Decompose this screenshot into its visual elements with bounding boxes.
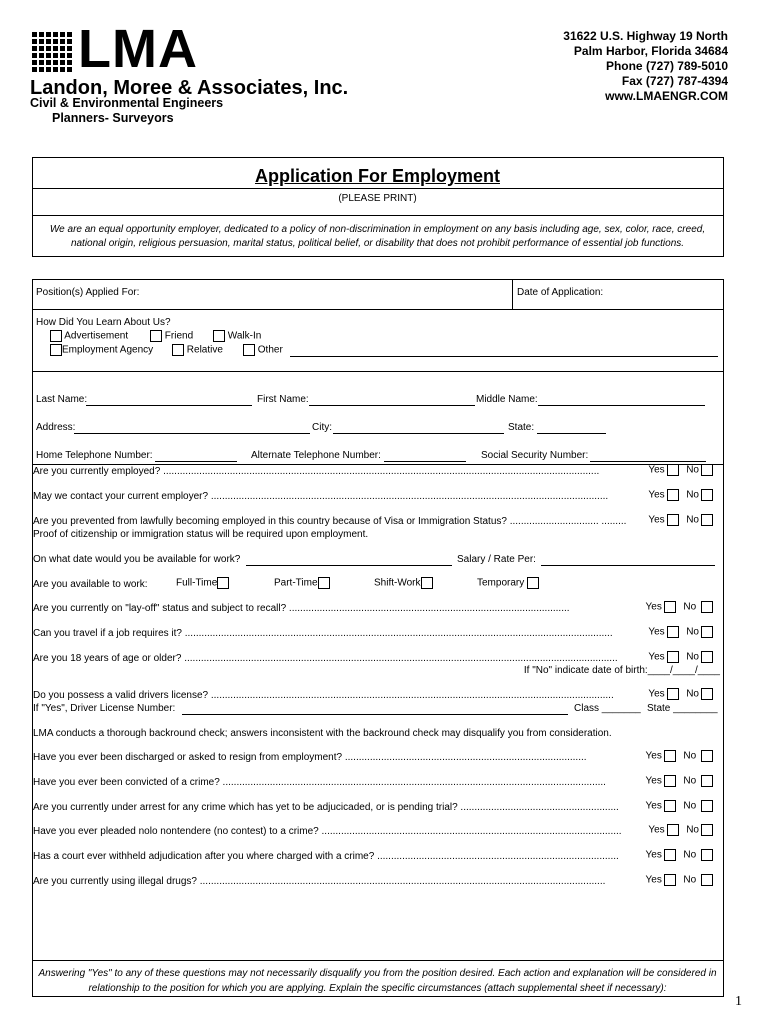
question-employed: Are you currently employed? ............................................................................................................................................................. Yes No xyxy=(33,466,723,480)
company-address xyxy=(468,29,728,104)
date-label: Date of Application: xyxy=(517,287,604,298)
available-for-label: Are you available to work: xyxy=(33,579,148,590)
address-phone: Phone (727) 789-5010 xyxy=(605,59,728,73)
advertisement-option[interactable]: Advertisement xyxy=(50,330,128,342)
last-name-field[interactable] xyxy=(86,405,252,406)
nolo-no-checkbox[interactable] xyxy=(701,824,713,836)
license-state[interactable]: State ________ xyxy=(647,703,718,714)
shift-work-option[interactable]: Shift-Work xyxy=(374,577,433,589)
address-web: www.LMAENGR.COM xyxy=(605,89,728,103)
address-street: 31622 U.S. Highway 19 North xyxy=(563,29,728,43)
salary-label: Salary / Rate Per: xyxy=(457,554,536,565)
travel-yes-checkbox[interactable] xyxy=(667,626,679,638)
part-time-option[interactable]: Part-Time xyxy=(274,577,330,589)
state-field[interactable] xyxy=(537,433,606,434)
available-date-label: On what date would you be available for work? xyxy=(33,554,241,565)
withheld-yes-checkbox[interactable] xyxy=(664,849,676,861)
age-no-checkbox[interactable] xyxy=(701,651,713,663)
logo-text: LMA xyxy=(78,19,198,79)
relative-option[interactable]: Relative xyxy=(172,344,223,356)
shift-work-checkbox[interactable] xyxy=(421,577,433,589)
dob-note[interactable]: If "No" indicate date of birth:____/____/____ xyxy=(523,665,720,676)
middle-name-label: Middle Name: xyxy=(476,394,538,405)
first-name-label: First Name: xyxy=(257,394,309,405)
ssn-label: Social Security Number: xyxy=(481,450,589,461)
arrest-yes-checkbox[interactable] xyxy=(664,800,676,812)
address-label: Address: xyxy=(36,422,76,433)
travel-no-checkbox[interactable] xyxy=(701,626,713,638)
divider xyxy=(32,309,724,310)
divider xyxy=(32,960,724,961)
visa-yes-checkbox[interactable] xyxy=(667,514,679,526)
question-contact: May we contact your current employer? ............................................................................................................................................... Yes No xyxy=(33,491,723,505)
please-print: (PLEASE PRINT) xyxy=(338,193,417,204)
employed-no-checkbox[interactable] xyxy=(701,464,713,476)
convicted-no-checkbox[interactable] xyxy=(701,775,713,787)
home-phone-field[interactable] xyxy=(155,461,237,462)
last-name-label: Last Name: xyxy=(36,394,88,405)
contact-no-checkbox[interactable] xyxy=(701,489,713,501)
question-visa: Are you prevented from lawfully becoming employed in this country because of Visa or Immigration Status? ................................ ......... Yes No xyxy=(33,516,723,530)
ssn-field[interactable] xyxy=(590,461,706,462)
salary-field[interactable] xyxy=(541,565,715,566)
middle-name-field[interactable] xyxy=(538,405,705,406)
question-license: Do you possess a valid drivers license? ................................................................................................................................................. Yes No xyxy=(33,690,723,704)
full-time-checkbox[interactable] xyxy=(217,577,229,589)
question-nolo: Have you ever pleaded nolo nontendere (no contest) to a crime? ............................................................................................................ Yes No xyxy=(33,826,723,840)
full-time-option[interactable]: Full-Time xyxy=(176,577,229,589)
layoff-yes-checkbox[interactable] xyxy=(664,601,676,613)
discharged-no-checkbox[interactable] xyxy=(701,750,713,762)
arrest-no-checkbox[interactable] xyxy=(701,800,713,812)
learn-label: How Did You Learn About Us? xyxy=(36,317,171,328)
nolo-yes-checkbox[interactable] xyxy=(667,824,679,836)
company-subtitle-2: Planners- Surveyors xyxy=(52,111,174,125)
city-field[interactable] xyxy=(333,433,504,434)
background-note: LMA conducts a thorough backround check; answers inconsistent with the backround check may disqualify you from consideration. xyxy=(33,728,612,739)
visa-no-checkbox[interactable] xyxy=(701,514,713,526)
divider xyxy=(32,215,724,216)
company-subtitle-1: Civil & Environmental Engineers xyxy=(30,96,224,110)
walkin-option[interactable]: Walk-In xyxy=(213,330,261,342)
agency-option[interactable]: Employment Agency xyxy=(50,344,153,356)
question-arrest: Are you currently under arrest for any crime which has yet to be adjucicaded, or is pending trial? ......................................................... Yes No xyxy=(33,802,723,816)
divider xyxy=(32,464,724,465)
friend-option[interactable]: Friend xyxy=(150,330,193,342)
divider xyxy=(32,188,724,189)
company-name: Landon, Moree & Associates, Inc. xyxy=(30,77,349,99)
friend-checkbox[interactable] xyxy=(150,330,162,342)
license-yes-checkbox[interactable] xyxy=(667,688,679,700)
age-yes-checkbox[interactable] xyxy=(667,651,679,663)
question-convicted: Have you ever been convicted of a crime? .......................................................................................................................................... Yes No xyxy=(33,777,723,791)
home-phone-label: Home Telephone Number: xyxy=(36,450,153,461)
question-discharged: Have you ever been discharged or asked to resign from employment? ....................................................................................... Yes No xyxy=(33,752,723,766)
position-label: Position(s) Applied For: xyxy=(36,287,140,298)
address-fax: Fax (727) 787-4394 xyxy=(621,74,728,88)
first-name-field[interactable] xyxy=(309,405,475,406)
question-drugs: Are you currently using illegal drugs? .................................................................................................................................................. Yes No xyxy=(33,876,723,890)
question-18: Are you 18 years of age or older? ............................................................................................................................................................ Yes No xyxy=(33,653,723,667)
other-field[interactable] xyxy=(290,356,718,357)
contact-yes-checkbox[interactable] xyxy=(667,489,679,501)
license-no-checkbox[interactable] xyxy=(701,688,713,700)
available-date-field[interactable] xyxy=(246,565,452,566)
visa-note: Proof of citizenship or immigration status will be required upon employment. xyxy=(33,529,369,540)
alt-phone-label: Alternate Telephone Number: xyxy=(251,450,381,461)
footer-note: Answering "Yes" to any of these questions may not necessarily disqualify you from the position desired. Each action and explanation will be considered in relationship to the position for which you are applying. Explain the specific circumstances (attach supplemental sheet if necessary): xyxy=(38,968,717,994)
page-title: Application For Employment xyxy=(254,166,500,186)
state-label: State: xyxy=(508,422,535,433)
question-travel: Can you travel if a job requires it? .......................................................................................................................................................... Yes No xyxy=(33,628,723,642)
part-time-checkbox[interactable] xyxy=(318,577,330,589)
question-withheld: Has a court ever withheld adjudication after you where charged with a crime? ....................................................................................... Yes No xyxy=(33,851,723,865)
drugs-no-checkbox[interactable] xyxy=(701,874,713,886)
license-number-field[interactable] xyxy=(182,714,568,715)
layoff-no-checkbox[interactable] xyxy=(701,601,713,613)
divider xyxy=(32,371,724,372)
temporary-option[interactable]: Temporary xyxy=(477,577,539,589)
city-label: City: xyxy=(312,422,332,433)
temporary-checkbox[interactable] xyxy=(527,577,539,589)
divider xyxy=(512,279,513,309)
discharged-yes-checkbox[interactable] xyxy=(664,750,676,762)
address-city: Palm Harbor, Florida 34684 xyxy=(573,44,728,58)
license-class[interactable]: Class _______ xyxy=(574,703,641,714)
other-checkbox[interactable] xyxy=(243,344,255,356)
withheld-no-checkbox[interactable] xyxy=(701,849,713,861)
question-layoff: Are you currently on "lay-off" status and subject to recall? ..................................................................................................... Yes No xyxy=(33,603,723,617)
drugs-yes-checkbox[interactable] xyxy=(664,874,676,886)
page-number: 1 xyxy=(735,994,742,1009)
address-field[interactable] xyxy=(74,433,310,434)
eeo-statement: We are an equal opportunity employer, dedicated to a policy of non-discrimination in employment on any basis including age, sex, color, race, creed, national origin, religious persuasion, marital status, political belief, or disability that does not prohibit performance of essential job functions. xyxy=(49,224,706,249)
logo-grid-icon xyxy=(32,30,74,72)
convicted-yes-checkbox[interactable] xyxy=(664,775,676,787)
advertisement-checkbox[interactable] xyxy=(50,330,62,342)
agency-checkbox[interactable] xyxy=(50,344,62,356)
other-option[interactable]: Other xyxy=(243,344,283,356)
employed-yes-checkbox[interactable] xyxy=(667,464,679,476)
walkin-checkbox[interactable] xyxy=(213,330,225,342)
alt-phone-field[interactable] xyxy=(384,461,466,462)
license-number-label: If "Yes", Driver License Number: xyxy=(33,703,176,714)
relative-checkbox[interactable] xyxy=(172,344,184,356)
